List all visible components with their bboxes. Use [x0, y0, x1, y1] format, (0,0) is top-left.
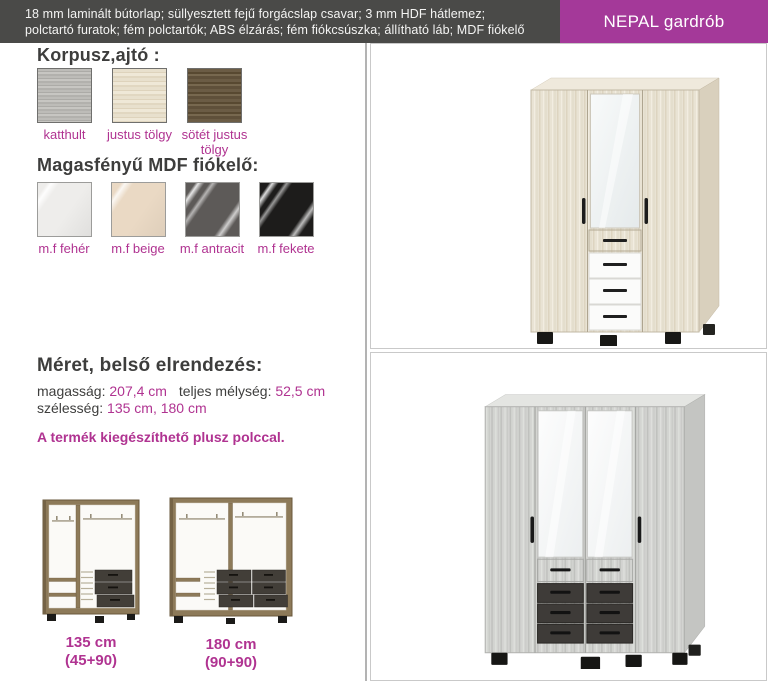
- swatch-mf-beige: [101, 182, 175, 256]
- variant-180-size: 180 cm: [205, 636, 257, 653]
- description-line-1: 18 mm laminált bútorlap; süllyesztett fejű forgácslap csavar; 3 mm HDF hátlemez;: [25, 6, 486, 21]
- variant-180-split: (90+90): [204, 654, 258, 671]
- height-label: magasság:: [37, 383, 106, 399]
- column-divider: [365, 43, 367, 681]
- depth-value: 52,5 cm: [275, 383, 326, 399]
- swatch-mf-fekete-sample: [259, 182, 314, 237]
- height-value: 207,4 cm: [109, 383, 167, 399]
- description-line-2: polctartó furatok; fém polctartók; ABS élzárás; fém fiókcsúszka; állítható láb; MDF fiókelő: [25, 22, 525, 37]
- product-description: [0, 0, 560, 43]
- swatch-mf-fekete: [249, 182, 323, 256]
- swatch-justus-tolgy-sample: [112, 68, 167, 123]
- swatch-justus-tolgy: [102, 68, 177, 157]
- section-title-body-door: Korpusz,ajtó :: [37, 45, 160, 65]
- mdf-swatch-row: [27, 182, 323, 256]
- width-value: 135 cm, 180 cm: [107, 400, 207, 416]
- section-title-mdf-front: Magasfényű MDF fiókelő:: [37, 155, 259, 175]
- swatch-katthult-label: katthult: [43, 127, 86, 142]
- wardrobe-interior-drawing-135-icon: [35, 492, 147, 630]
- swatch-mf-antracit: [175, 182, 249, 256]
- variant-135: [30, 492, 152, 672]
- variant-135-size: 135 cm: [65, 634, 117, 651]
- photo-panel-grey-wardrobe: [370, 352, 767, 681]
- depth-label: teljes mélység:: [178, 383, 272, 399]
- variant-180: [160, 492, 302, 672]
- extra-shelf-note: A termék kiegészíthető plusz polccal.: [37, 429, 285, 445]
- width-label: szélesség:: [37, 400, 104, 416]
- swatch-mf-beige-label: m.f beige: [111, 241, 165, 256]
- swatch-mf-feher-sample: [37, 182, 92, 237]
- top-bar: [0, 0, 768, 43]
- variant-135-split: (45+90): [64, 652, 118, 669]
- swatch-sotet-justus-tolgy-label: sötét justus tölgy: [181, 127, 248, 157]
- swatch-mf-antracit-label: m.f antracit: [179, 241, 245, 256]
- swatch-mf-beige-sample: [111, 182, 166, 237]
- swatch-mf-feher: [27, 182, 101, 256]
- dimensions-title: Méret, belső elrendezés:: [37, 355, 263, 376]
- dimensions-block: [37, 355, 357, 445]
- variant-drawings-row: [30, 492, 302, 672]
- swatch-katthult-sample: [37, 68, 92, 123]
- swatch-mf-fekete-label: m.f fekete: [257, 241, 315, 256]
- dimensions-line-1: [37, 383, 357, 400]
- dimensions-line-2: [37, 400, 357, 417]
- swatch-mf-antracit-sample: [185, 182, 240, 237]
- swatch-katthult: [27, 68, 102, 157]
- swatch-sotet-justus-tolgy: [177, 68, 252, 157]
- swatch-mf-feher-label: m.f fehér: [38, 241, 90, 256]
- wardrobe-photo-light-3door: [503, 46, 723, 346]
- wardrobe-photo-grey-4door: [473, 364, 717, 669]
- product-name-badge: NEPAL gardrób: [560, 0, 768, 43]
- photo-panel-light-wardrobe: [370, 43, 767, 349]
- swatch-sotet-justus-tolgy-sample: [187, 68, 242, 123]
- body-door-swatch-row: [27, 68, 252, 157]
- wardrobe-interior-drawing-180-icon: [164, 492, 298, 632]
- swatch-justus-tolgy-label: justus tölgy: [106, 127, 173, 142]
